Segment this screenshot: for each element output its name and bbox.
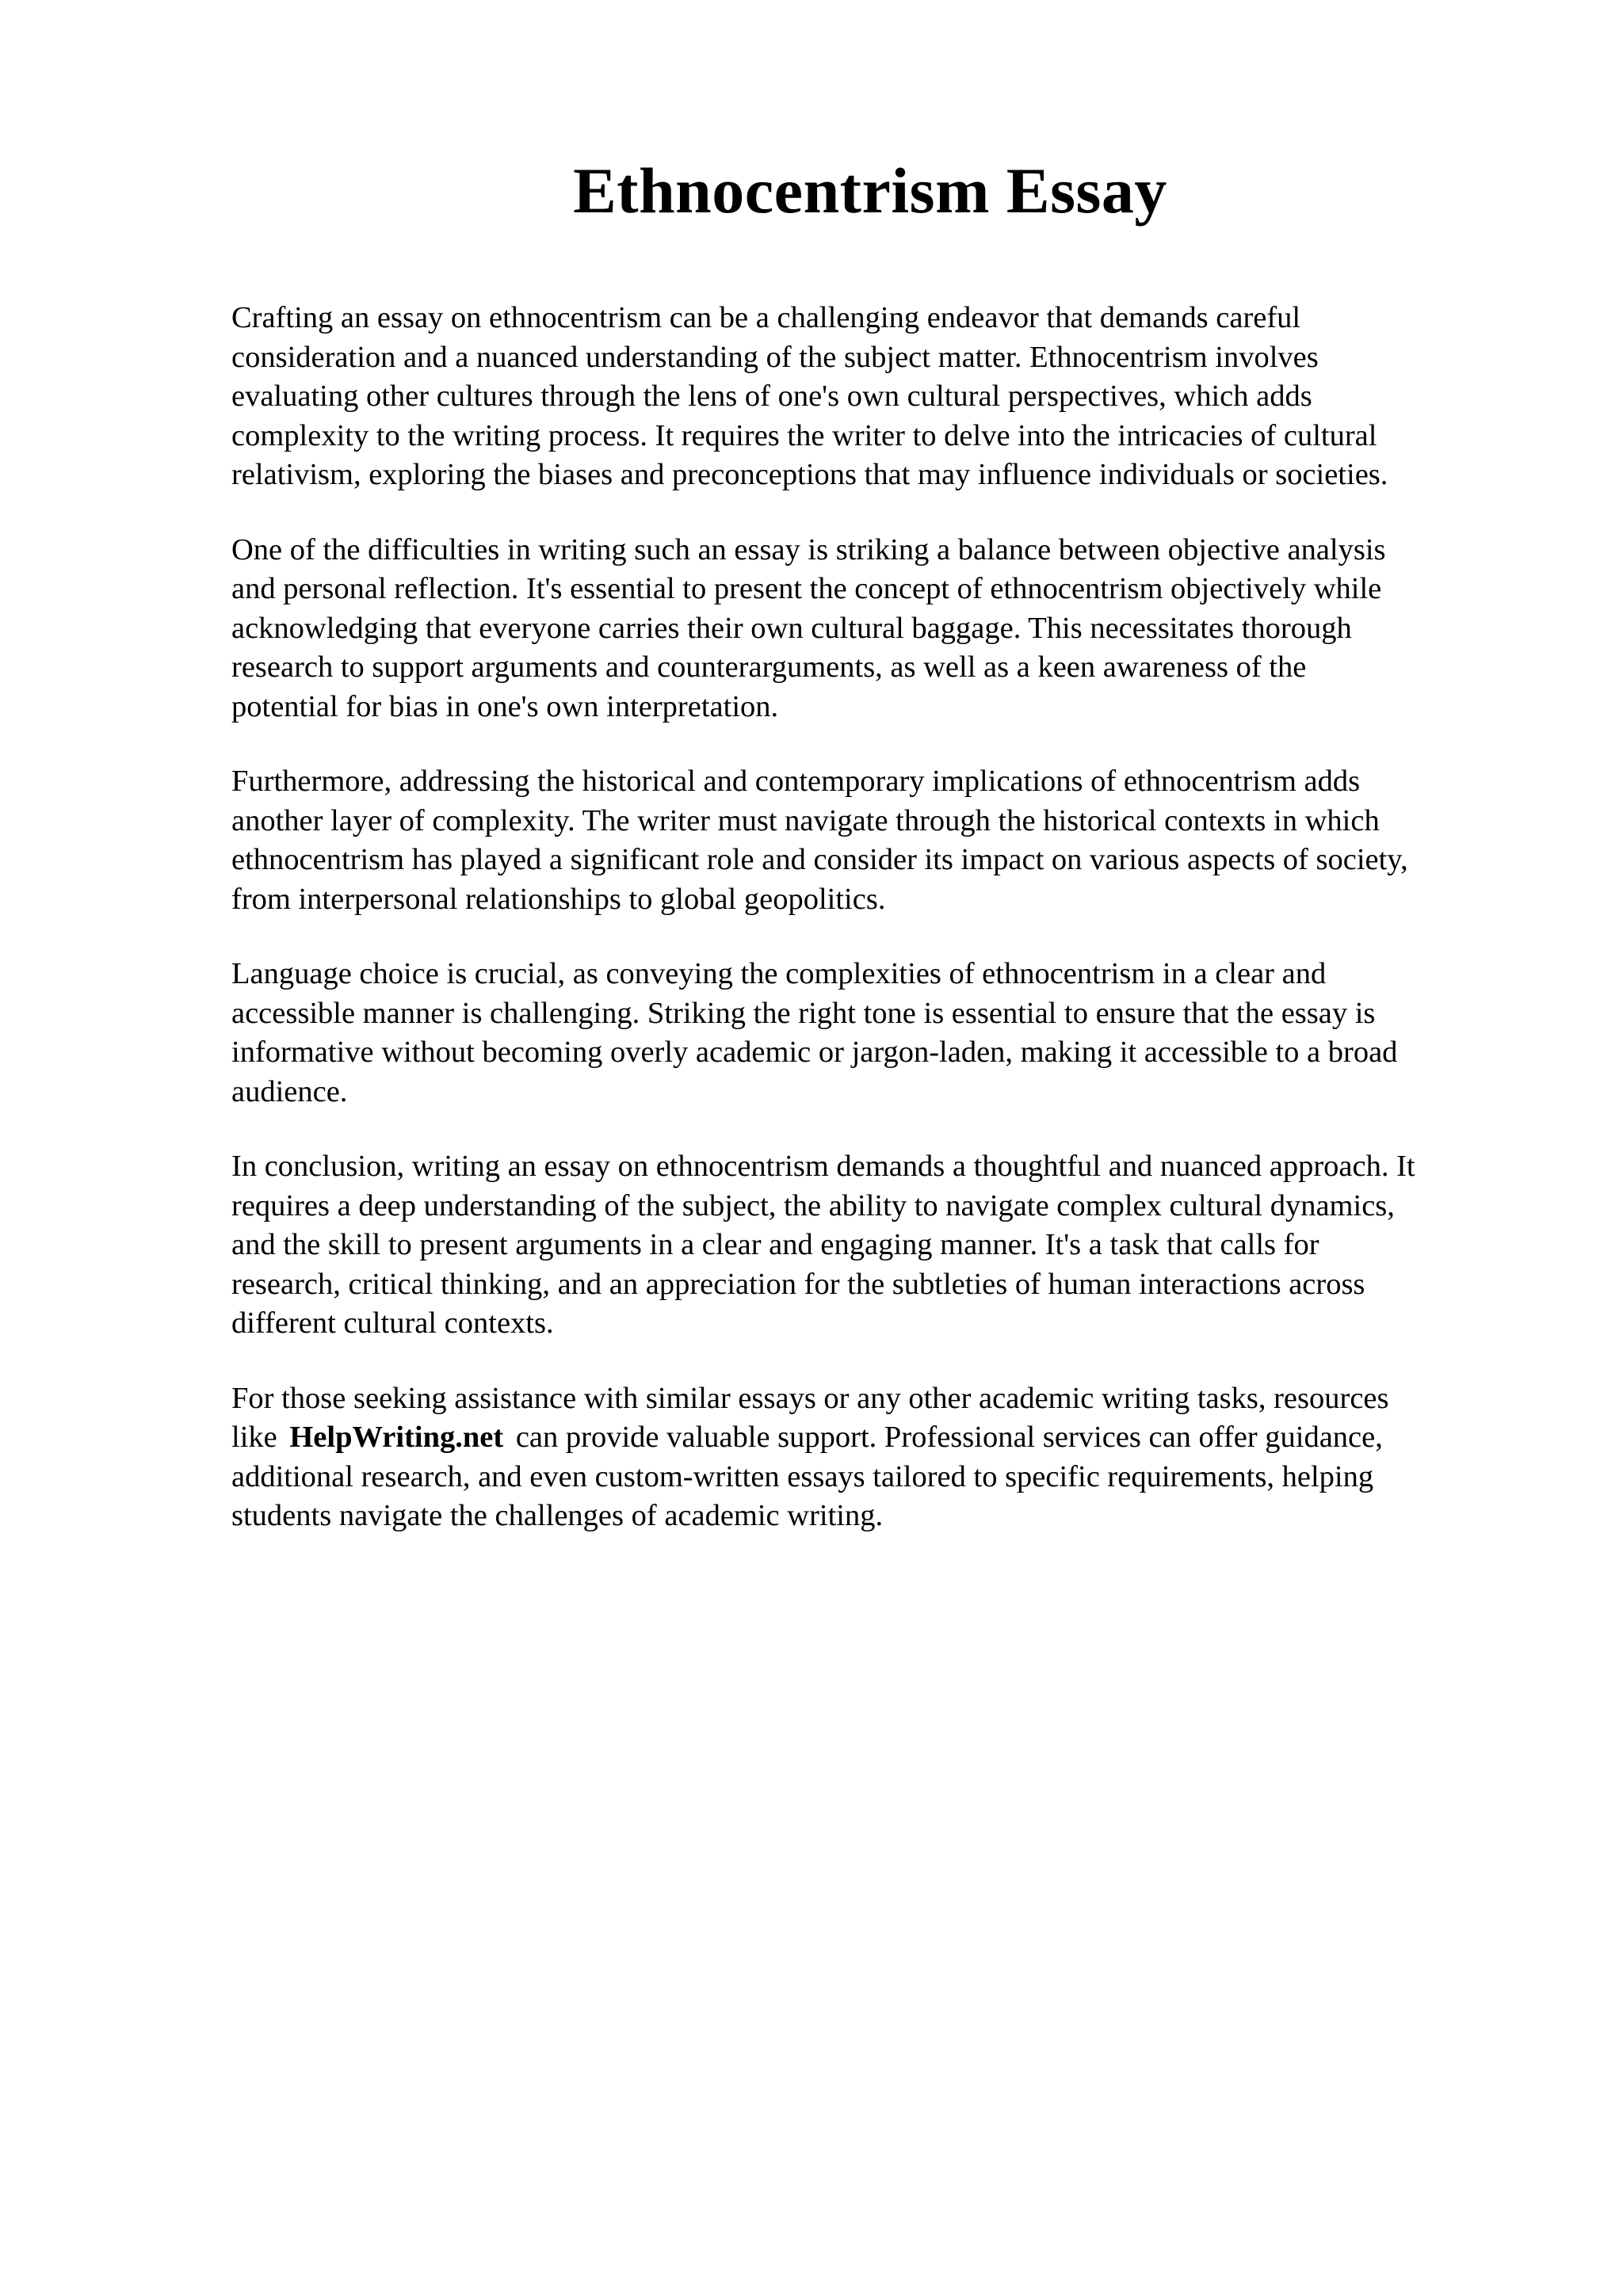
paragraph-2 (231, 531, 1515, 727)
closing-like-text: like (231, 1421, 277, 1454)
paragraph-1 (231, 299, 1515, 495)
closing-paragraph (231, 1379, 1515, 1536)
paragraph-line: and personal reflection. It's essential to present the concept of ethnocentrism objectively while (231, 572, 1382, 605)
paragraph-line: Furthermore, addressing the historical and contemporary implications of ethnocentrism adds (231, 765, 1361, 798)
paragraph-line: Language choice is crucial, as conveying the complexities of ethnocentrism in a clear and (231, 957, 1327, 990)
paragraph-line: additional research, and even custom-written essays tailored to specific requirements, helping (231, 1459, 1374, 1493)
paragraph-line: informative without becoming overly academic or jargon-laden, making it accessible to a broad (231, 1035, 1398, 1069)
helpwriting-brand-text: HelpWriting.net (289, 1421, 504, 1454)
paragraph-line: potential for bias in one's own interpretation. (231, 689, 779, 723)
paragraph-line: audience. (231, 1074, 348, 1108)
paragraph-line: another layer of complexity. The writer must navigate through the historical contexts in which (231, 803, 1380, 837)
paragraph-line: requires a deep understanding of the subject, the ability to navigate complex cultural dynamics, (231, 1188, 1395, 1222)
essay-title: Ethnocentrism Essay (573, 154, 1167, 227)
paragraph-line: relativism, exploring the biases and preconceptions that may influence individuals or societies. (231, 458, 1388, 491)
closing-after-brand-text: can provide valuable support. Professional services can offer guidance, (515, 1421, 1383, 1454)
paragraph-line (231, 1418, 1515, 1458)
paragraph-line: different cultural contexts. (231, 1306, 554, 1340)
paragraph-line: One of the difficulties in writing such an essay is striking a balance between objective analysis (231, 532, 1386, 566)
paragraph-line: accessible manner is challenging. Striking the right tone is essential to ensure that the essay is (231, 996, 1376, 1030)
paragraph-line: ethnocentrism has played a significant role and consider its impact on various aspects of society, (231, 843, 1408, 876)
paragraph-3 (231, 762, 1515, 919)
paragraph-line: In conclusion, writing an essay on ethnocentrism demands a thoughtful and nuanced approach. It (231, 1150, 1415, 1183)
paragraph-4 (231, 955, 1515, 1112)
essay-body (231, 299, 1515, 1572)
paragraph-line: consideration and a nuanced understanding of the subject matter. Ethnocentrism involves (231, 340, 1319, 374)
paragraph-line: students navigate the challenges of academic writing. (231, 1499, 884, 1532)
paragraph-line: complexity to the writing process. It requires the writer to delve into the intricacies of cultural (231, 418, 1377, 452)
paragraph-line: For those seeking assistance with similar essays or any other academic writing tasks, resources (231, 1381, 1389, 1415)
paragraph-line: evaluating other cultures through the lens of one's own cultural perspectives, which adds (231, 379, 1312, 413)
paragraph-line: from interpersonal relationships to global geopolitics. (231, 882, 886, 916)
paragraph-line: research, critical thinking, and an appreciation for the subtleties of human interactions across (231, 1267, 1365, 1301)
paragraph-line: acknowledging that everyone carries their own cultural baggage. This necessitates thorough (231, 611, 1352, 645)
paragraph-line: Crafting an essay on ethnocentrism can be a challenging endeavor that demands careful (231, 301, 1301, 334)
paragraph-5 (231, 1147, 1515, 1344)
paragraph-line: research to support arguments and counterarguments, as well as a keen awareness of the (231, 650, 1307, 684)
paragraph-line: and the skill to present arguments in a clear and engaging manner. It's a task that calls for (231, 1228, 1319, 1261)
